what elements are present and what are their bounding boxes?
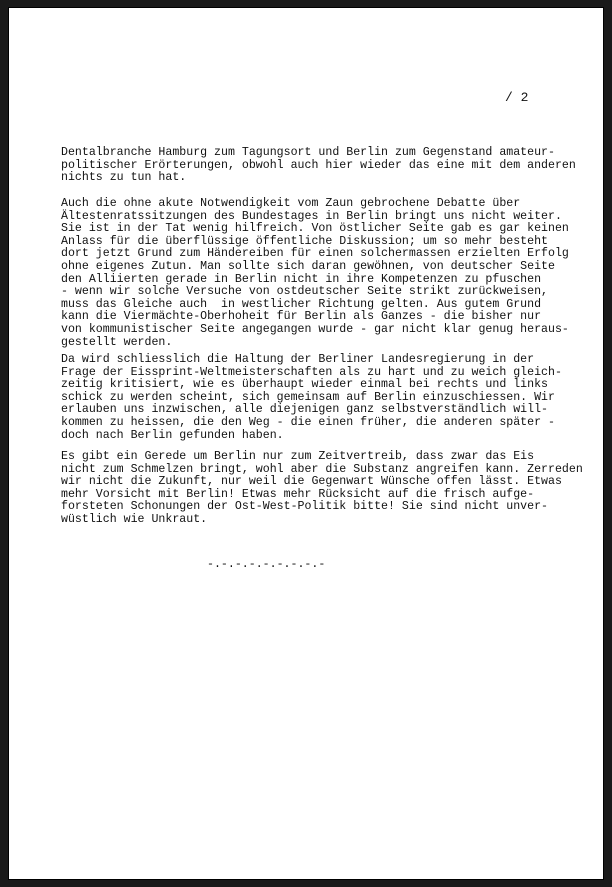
- text-line: dort jetzt Grund zum Händereiben für einen solchermassen erzielten Erfolg: [61, 247, 569, 261]
- text-line: forsteten Schonungen der Ost-West-Politik bitte! Sie sind nicht unver-: [61, 500, 549, 514]
- document-page: [8, 7, 604, 880]
- text-line: - wenn wir solche Versuche von ostdeutscher Seite strikt zurückweisen,: [61, 285, 549, 299]
- text-line: mehr Vorsicht mit Berlin! Etwas mehr Rücksicht auf die frisch aufge-: [61, 487, 535, 501]
- text-line: nicht zum Schmelzen bringt, wohl aber die Substanz angreifen kann. Zerreden: [61, 462, 583, 476]
- paragraph-3: [61, 354, 604, 442]
- text-line: muss das Gleiche auch in westlicher Richtung gelten. Aus gutem Grund: [61, 297, 542, 311]
- text-line: wüstlich wie Unkraut.: [61, 512, 208, 526]
- paragraph-1: [61, 147, 604, 185]
- text-line: ohne eigenes Zutun. Man sollte sich daran gewöhnen, von deutscher Seite: [61, 259, 555, 273]
- text-line: erlauben uns inzwischen, alle diejenigen ganz selbstverständlich will-: [61, 403, 549, 417]
- paragraph-4: [61, 451, 604, 527]
- page-number: / 2: [505, 90, 529, 105]
- text-line: schick zu werden scheint, sich gemeinsam auf Berlin einzuschiessen. Wir: [61, 390, 555, 404]
- text-line: Dentalbranche Hamburg zum Tagungsort und Berlin zum Gegenstand amateur-: [61, 146, 555, 159]
- text-line: kann die Viermächte-Oberhoheit für Berlin als Ganzes - die bisher nur: [61, 310, 542, 324]
- text-line: gestellt werden.: [61, 335, 173, 349]
- text-line: den Alliierten gerade in Berlin nicht in ihre Kompetenzen zu pfuschen: [61, 272, 542, 286]
- text-line: Da wird schliesslich die Haltung der Berliner Landesregierung in der: [61, 353, 535, 366]
- text-line: politischer Erörterungen, obwohl auch hier wieder das eine mit dem anderen: [61, 158, 576, 172]
- text-line: kommen zu heissen, die den Weg - die einen früher, die anderen später -: [61, 415, 555, 429]
- text-line: von kommunistischer Seite angegangen wurde - gar nicht klar genug heraus-: [61, 322, 569, 336]
- text-line: Ältestenratssitzungen des Bundestages in Berlin bringt uns nicht weiter.: [61, 209, 562, 223]
- text-line: Es gibt ein Gerede um Berlin nur zum Zeitvertreib, dass zwar das Eis: [61, 450, 535, 463]
- text-line: zeitig kritisiert, wie es überhaupt wieder einmal bei rechts und links: [61, 378, 549, 392]
- text-line: Frage der Eissprint-Weltmeisterschaften als zu hart und zu weich gleich-: [61, 365, 562, 379]
- text-line: Sie ist in der Tat wenig hilfreich. Von östlicher Seite gab es gar keinen: [61, 222, 569, 236]
- end-separator: -.-.-.-.-.-.-.-.-: [207, 558, 326, 571]
- text-line: nichts zu tun hat.: [61, 171, 187, 185]
- text-line: doch nach Berlin gefunden haben.: [61, 428, 284, 442]
- text-line: wir nicht die Zukunft, nur weil die Gegenwart Wünsche offen lässt. Etwas: [61, 475, 562, 489]
- text-line: Auch die ohne akute Notwendigkeit vom Zaun gebrochene Debatte über: [61, 197, 521, 210]
- text-line: Anlass für die überflüssige öffentliche Diskussion; um so mehr besteht: [61, 234, 549, 248]
- paragraph-2: [61, 198, 604, 349]
